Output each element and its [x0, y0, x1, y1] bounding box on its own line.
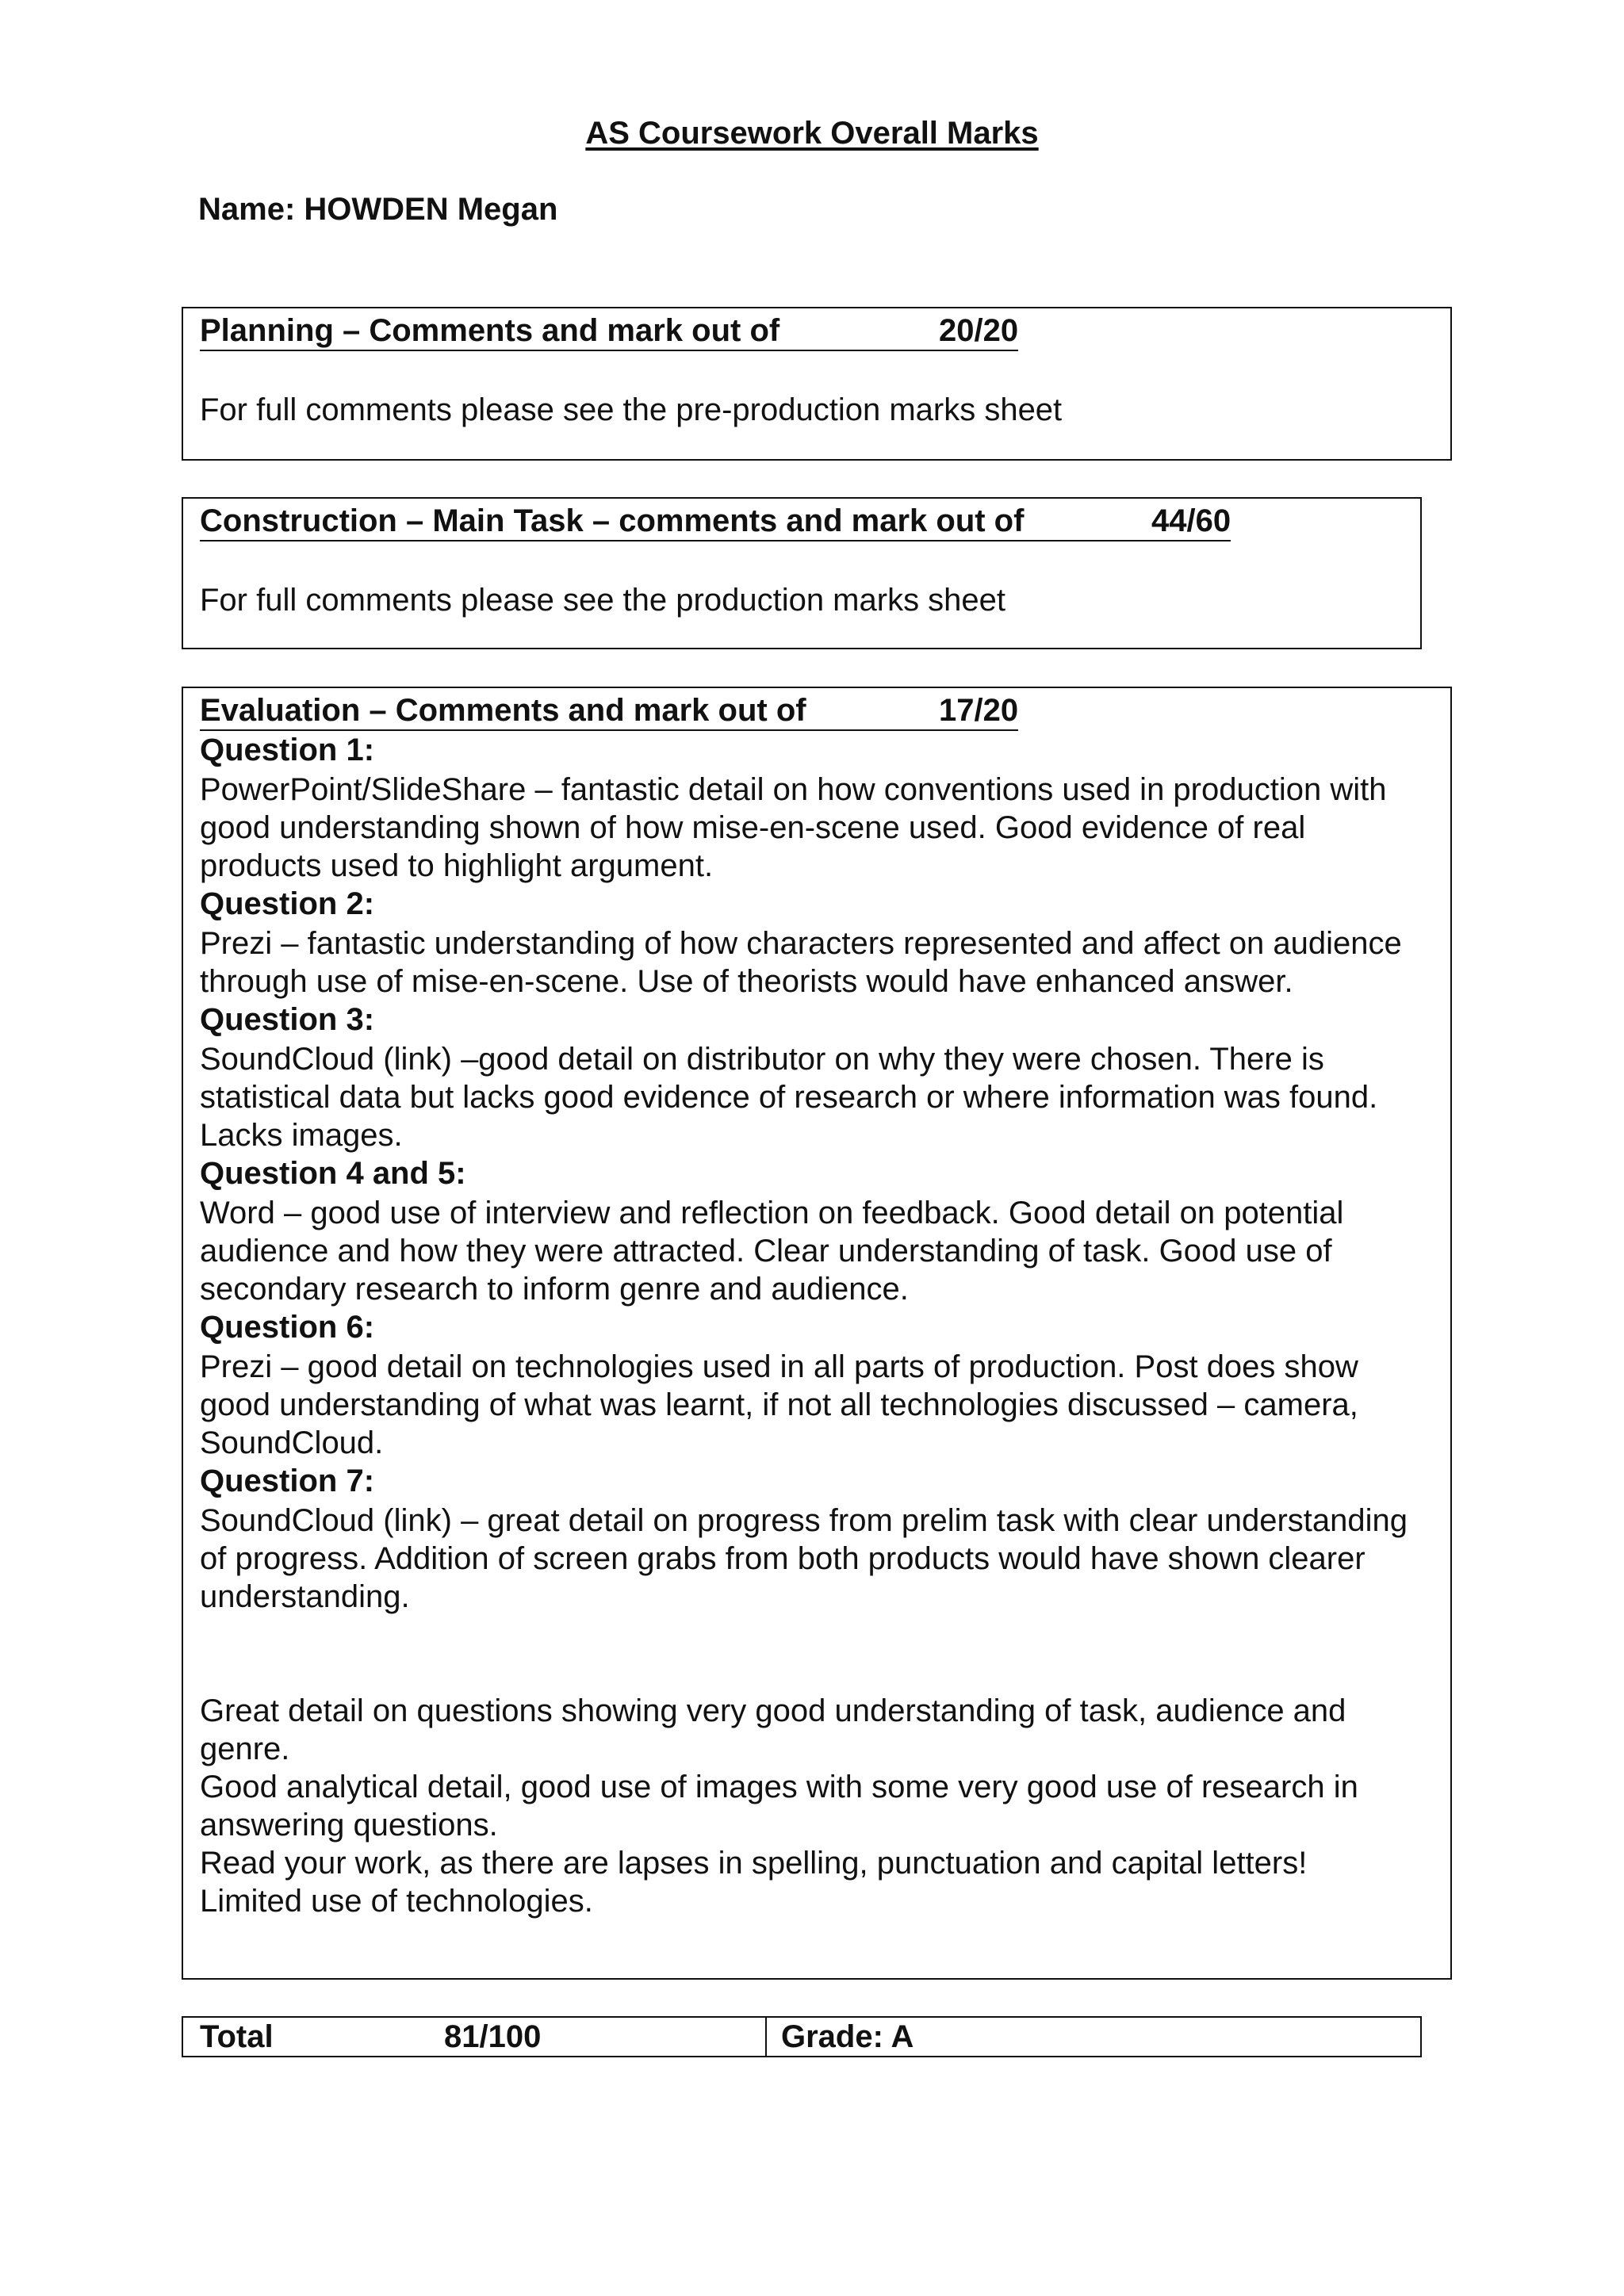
planning-section: [182, 307, 1452, 461]
question-title: Question 4 and 5:: [200, 1156, 466, 1191]
question-comment: Prezi – good detail on technologies used in all parts of production. Post does show good understanding of what was learnt, if not all technologies discussed – camera, SoundCloud.: [200, 1349, 1358, 1460]
evaluation-section: [182, 687, 1452, 1980]
question-title: Question 6:: [200, 1310, 375, 1345]
planning-heading: [200, 312, 1018, 351]
construction-heading-label: Construction – Main Task – comments and mark out of: [200, 503, 1025, 538]
total-value: 81/100: [444, 2019, 542, 2054]
student-name: Name: HOWDEN Megan: [198, 192, 558, 227]
question-block: [200, 1308, 1428, 1462]
construction-heading: [200, 502, 1231, 541]
question-comment: SoundCloud (link) – great detail on progress from prelim task with clear understanding of progress. Addition of screen grabs from both products would have shown clearer understanding.: [200, 1503, 1408, 1614]
document-title-text: AS Coursework Overall Marks: [585, 116, 1039, 151]
question-comment: Prezi – fantastic understanding of how characters represented and affect on audience through use of mise-en-scene. Use of theorists would have enhanced answer.: [200, 926, 1402, 999]
evaluation-body: [200, 731, 1428, 1920]
total-cell: [183, 2018, 767, 2056]
question-block: [200, 1001, 1428, 1154]
evaluation-heading: [200, 691, 1018, 731]
document-title: [0, 116, 1624, 151]
question-title: Question 2:: [200, 886, 375, 921]
summary-line: Great detail on questions showing very good understanding of task, audience and genre.: [200, 1693, 1346, 1766]
question-comment: Word – good use of interview and reflection on feedback. Good detail on potential audience and how they were attracted. Clear understanding of task. Good use of secondary research to inform genre and audience.: [200, 1196, 1344, 1307]
question-block: [200, 1462, 1428, 1616]
question-block: [200, 1154, 1428, 1308]
evaluation-summary: [200, 1692, 1428, 1920]
summary-line: Good analytical detail, good use of images with some very good use of research in answering questions.: [200, 1770, 1358, 1843]
question-title: Question 1:: [200, 733, 375, 767]
grade-value: Grade: A: [781, 2019, 914, 2054]
planning-comment: For full comments please see the pre-production marks sheet: [200, 392, 1063, 427]
question-title: Question 7:: [200, 1464, 375, 1498]
summary-line: Limited use of technologies.: [200, 1884, 593, 1919]
construction-comment: For full comments please see the production marks sheet: [200, 583, 1006, 618]
total-label: Total: [200, 2019, 274, 2054]
evaluation-heading-label: Evaluation – Comments and mark out of: [200, 693, 806, 728]
question-comment: SoundCloud (link) –good detail on distributor on why they were chosen. There is statistical data but lacks good evidence of research or where information was found. Lacks images.: [200, 1042, 1378, 1153]
total-table: [182, 2016, 1422, 2057]
planning-mark: 20/20: [939, 313, 1019, 348]
question-title: Question 3:: [200, 1002, 375, 1037]
grade-cell: [767, 2018, 1420, 2056]
question-block: [200, 885, 1428, 1001]
summary-line: Read your work, as there are lapses in spelling, punctuation and capital letters!: [200, 1846, 1308, 1881]
construction-section: [182, 497, 1422, 649]
evaluation-mark: 17/20: [939, 693, 1019, 728]
question-comment: PowerPoint/SlideShare – fantastic detail on how conventions used in production with good understanding shown of how mise-en-scene used. Good evidence of real products used to highlight argument.: [200, 772, 1387, 883]
construction-mark: 44/60: [1151, 503, 1231, 538]
planning-heading-label: Planning – Comments and mark out of: [200, 313, 780, 348]
question-block: [200, 731, 1428, 885]
